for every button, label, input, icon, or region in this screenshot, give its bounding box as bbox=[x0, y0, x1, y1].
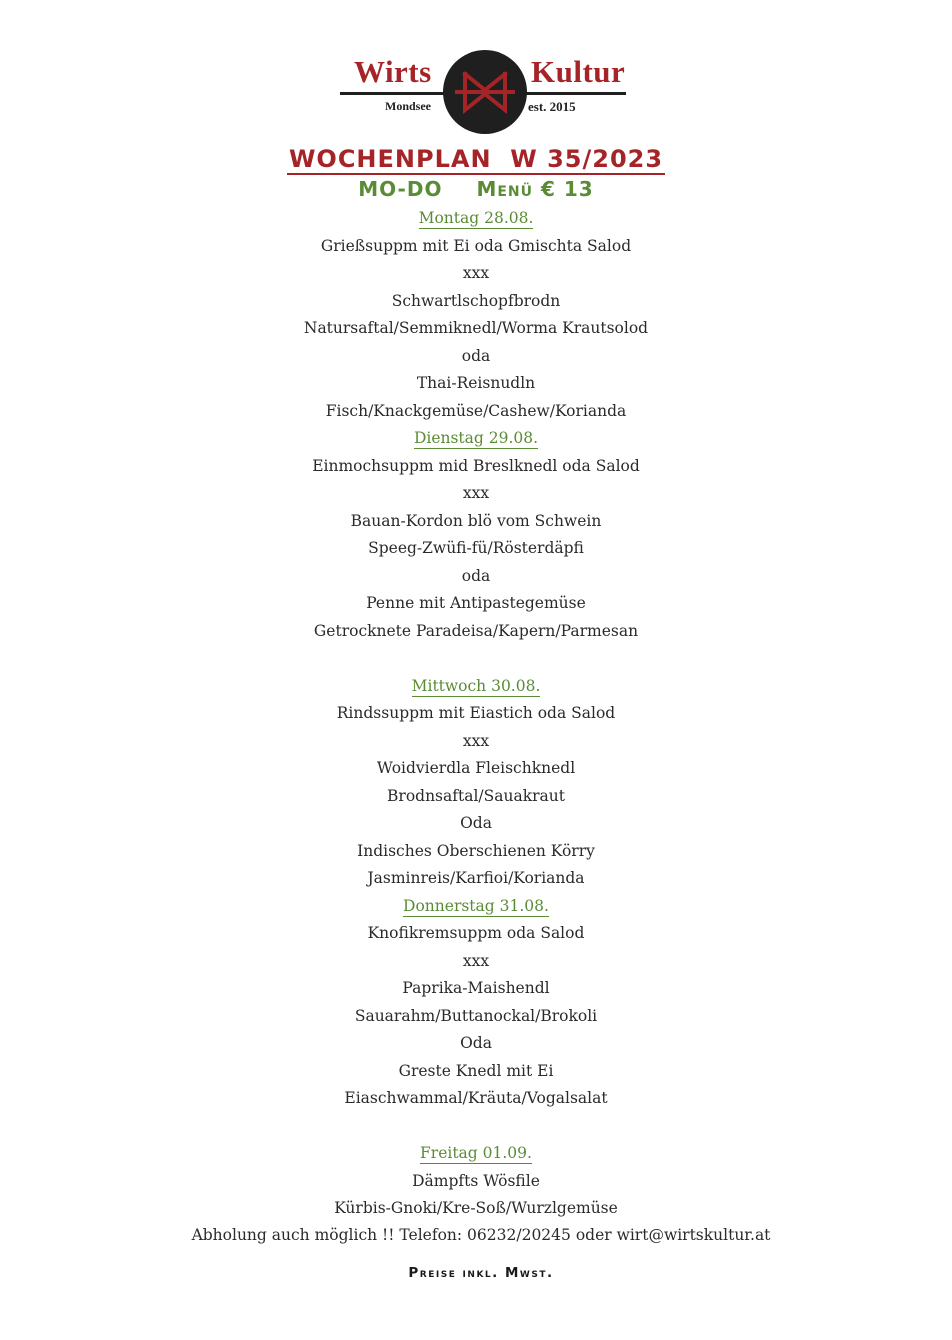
menu-line: Greste Knedl mit Ei bbox=[398, 1061, 554, 1080]
menu-line: xxx bbox=[462, 731, 490, 750]
menu-line: Paprika-Maishendl bbox=[402, 979, 550, 997]
prices-note: Preise inkl. Mwst. bbox=[408, 1265, 554, 1281]
menu-line: Bauan-Kordon blö vom Schwein bbox=[350, 511, 602, 530]
menu-line: Oda bbox=[460, 1034, 492, 1052]
day-heading: Mittwoch 30.08. bbox=[411, 676, 541, 695]
menu-line: Rindssuppm mit Eiastich oda Salod bbox=[336, 704, 616, 722]
subtitle-price: Menü € 13 bbox=[476, 177, 594, 201]
wk-monogram-icon bbox=[443, 50, 527, 134]
menu-subtitle bbox=[0, 177, 952, 201]
weekly-menu bbox=[0, 205, 952, 1223]
menu-line: Kürbis-Gnoki/Kre-Soß/Wurzlgemüse bbox=[334, 1199, 618, 1217]
day-heading: Dienstag 29.08. bbox=[413, 429, 539, 447]
menu-line: Oda bbox=[460, 814, 492, 832]
menu-line: Getrocknete Paradeisa/Kapern/Parmesan bbox=[313, 621, 639, 640]
menu-line: Natursaftal/Semmiknedl/Worma Krautsolod bbox=[303, 319, 649, 337]
logo-word-right: Kultur bbox=[531, 54, 626, 89]
page-title-text: WOCHENPLAN W 35/2023 bbox=[288, 145, 664, 173]
menu-line: Sauarahm/Buttanockal/Brokoli bbox=[354, 1006, 598, 1025]
menu-line: Knofikremsuppm oda Salod bbox=[367, 924, 585, 942]
menu-line: Penne mit Antipastegemüse bbox=[366, 594, 586, 612]
menu-line: Speeg-Zwüfi-fü/Rösterdäpfi bbox=[368, 539, 584, 557]
menu-line: xxx bbox=[462, 484, 490, 502]
menu-line: Jasminreis/Karfioi/Korianda bbox=[367, 869, 585, 887]
subtitle-days: MO-DO bbox=[358, 177, 443, 201]
day-heading: Freitag 01.09. bbox=[420, 1144, 532, 1162]
menu-line: Thai-Reisnudln bbox=[416, 374, 536, 392]
menu-line: Fisch/Knackgemüse/Cashew/Korianda bbox=[325, 401, 627, 420]
menu-line: Dämpfts Wösfile bbox=[412, 1171, 540, 1190]
menu-line: Einmochsuppm mid Breslknedl oda Salod bbox=[312, 456, 640, 475]
logo-location: Mondsee bbox=[385, 99, 431, 113]
blank-line bbox=[0, 1113, 952, 1141]
logo bbox=[338, 48, 628, 140]
menu-line: Schwartlschopfbrodn bbox=[391, 291, 561, 310]
menu-line: Indisches Oberschienen Körry bbox=[357, 841, 595, 860]
menu-line: oda bbox=[461, 566, 491, 585]
page-title bbox=[0, 145, 952, 173]
day-heading: Donnerstag 31.08. bbox=[403, 896, 549, 915]
blank-line bbox=[0, 645, 952, 673]
menu-line: Eiaschwammal/Kräuta/Vogalsalat bbox=[344, 1089, 608, 1107]
menu-line: xxx bbox=[462, 951, 490, 970]
menu-line: Woidvierdla Fleischknedl bbox=[376, 759, 576, 777]
menu-line: Grießsuppm mit Ei oda Gmischta Salod bbox=[320, 236, 632, 255]
menu-line: oda bbox=[461, 346, 491, 365]
logo-word-left: Wirts bbox=[354, 54, 432, 89]
logo-established: est. 2015 bbox=[528, 99, 576, 114]
logo-circle bbox=[443, 50, 527, 134]
day-heading: Montag 28.08. bbox=[418, 209, 534, 227]
menu-line: xxx bbox=[462, 264, 490, 282]
contact-line: Abholung auch möglich !! Telefon: 06232/20245 oder wirt@wirtskultur.at bbox=[191, 1226, 771, 1244]
menu-line: Brodnsaftal/Sauakraut bbox=[387, 786, 565, 805]
